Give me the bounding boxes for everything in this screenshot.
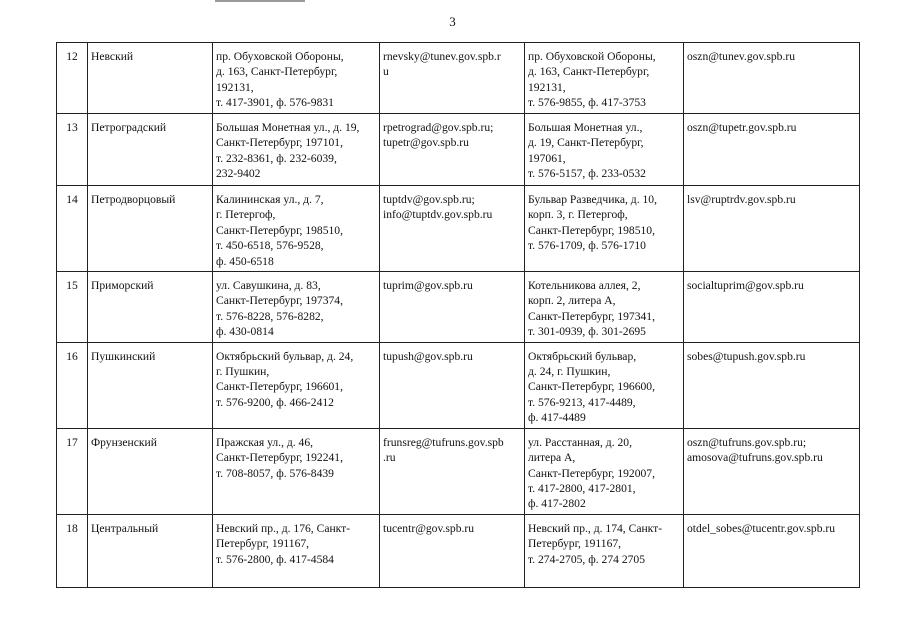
administration-email-cell: [380, 342, 525, 428]
district-name-cell: Центральный: [88, 514, 213, 587]
social-dept-address-line: т. 576-5157, ф. 233-0532: [528, 167, 646, 181]
social-dept-address-line: корп. 2, литера А,: [528, 294, 616, 308]
table-row: [57, 114, 860, 186]
administration-email-line: tucentr@gov.spb.ru: [383, 521, 475, 535]
table-row: [57, 342, 860, 428]
administration-address-cell: [213, 272, 380, 343]
social-dept-email-line: sobes@tupush.gov.spb.ru: [687, 349, 806, 363]
administration-email-cell: [380, 514, 525, 587]
administration-address-cell: [213, 186, 380, 272]
row-number-cell: 15: [57, 272, 88, 343]
administration-address-line: г. Петергоф,: [216, 208, 276, 222]
social-dept-email-line: lsv@ruptrdv.gov.spb.ru: [687, 193, 796, 206]
social-dept-address-line: Октябрьский бульвар,: [528, 349, 637, 363]
row-number-cell: 12: [57, 43, 88, 114]
scan-smudge: [215, 0, 305, 2]
administration-address-line: ф. 450-6518: [216, 254, 274, 268]
administration-address-cell: [213, 428, 380, 514]
social-dept-address-line: ф. 417-2802: [528, 497, 586, 511]
administration-address-line: г. Пушкин,: [216, 365, 270, 379]
administration-address-line: Калининская ул., д. 7,: [216, 193, 324, 206]
administration-email-line: info@tuptdv.gov.spb.ru: [383, 208, 493, 222]
district-name-cell: Фрунзенский: [88, 428, 213, 514]
social-dept-email-line: oszn@tufruns.gov.spb.ru;: [687, 435, 807, 449]
administration-email-line: tuptdv@gov.spb.ru;: [383, 193, 475, 206]
administration-address-cell: [213, 342, 380, 428]
district-name-cell: Петродворцовый: [88, 186, 213, 272]
administration-address-line: ул. Савушкина, д. 83,: [216, 279, 321, 293]
administration-email-line: rpetrograd@gov.spb.ru;: [383, 121, 494, 134]
social-dept-email-cell: [684, 43, 860, 114]
social-dept-address-cell: [525, 428, 684, 514]
social-dept-address-line: Санкт-Петербург, 192007,: [528, 466, 655, 480]
social-dept-address-line: т. 417-2800, 417-2801,: [528, 481, 636, 495]
social-dept-address-cell: [525, 514, 684, 587]
table-row: [57, 43, 860, 114]
social-dept-address-line: Большая Монетная ул.,: [528, 121, 643, 134]
social-dept-address-line: корп. 3, г. Петергоф,: [528, 208, 628, 222]
district-directory-table: [56, 42, 860, 588]
administration-address-line: Октябрьский бульвар, д. 24,: [216, 349, 354, 363]
row-number-cell: 18: [57, 514, 88, 587]
social-dept-email-line: amosova@tufruns.gov.spb.ru: [687, 451, 823, 465]
table-row: [57, 272, 860, 343]
social-dept-email-line: otdel_sobes@tucentr.gov.spb.ru: [687, 521, 836, 535]
administration-address-line: т. 708-8057, ф. 576-8439: [216, 466, 334, 480]
social-dept-address-line: Бульвар Разведчика, д. 10,: [528, 193, 657, 206]
administration-address-cell: [213, 114, 380, 186]
social-dept-address-line: т. 301-0939, ф. 301-2695: [528, 325, 646, 339]
social-dept-email-cell: [684, 428, 860, 514]
social-dept-address-line: 192131,: [528, 80, 566, 94]
administration-address-line: 232-9402: [216, 167, 261, 181]
administration-address-line: Большая Монетная ул., д. 19,: [216, 121, 360, 134]
social-dept-email-cell: [684, 186, 860, 272]
social-dept-address-line: д. 163, Санкт-Петербург,: [528, 65, 650, 79]
social-dept-email-line: oszn@tunev.gov.spb.ru: [687, 50, 796, 63]
social-dept-address-line: литера А,: [528, 451, 576, 465]
row-number-cell: 13: [57, 114, 88, 186]
social-dept-address-cell: [525, 186, 684, 272]
administration-email-line: tupetr@gov.spb.ru: [383, 136, 469, 150]
administration-email-line: frunsreg@tufruns.gov.spb: [383, 435, 504, 449]
administration-address-line: д. 163, Санкт-Петербург,: [216, 65, 338, 79]
social-dept-address-line: ул. Расстанная, д. 20,: [528, 435, 632, 449]
administration-address-line: Санкт-Петербург, 192241,: [216, 451, 343, 465]
social-dept-address-cell: [525, 43, 684, 114]
social-dept-address-line: Петербург, 191167,: [528, 537, 622, 551]
district-name-cell: Пушкинский: [88, 342, 213, 428]
administration-address-line: Невский пр., д. 176, Санкт-: [216, 521, 351, 535]
administration-address-line: т. 450-6518, 576-9528,: [216, 239, 324, 253]
administration-address-line: т. 417-3901, ф. 576-9831: [216, 96, 334, 110]
administration-email-cell: [380, 186, 525, 272]
administration-email-line: .ru: [383, 451, 396, 465]
district-name-cell: Петроградский: [88, 114, 213, 186]
row-number-cell: 14: [57, 186, 88, 272]
social-dept-address-line: т. 576-9213, 417-4489,: [528, 395, 636, 409]
administration-address-line: ф. 430-0814: [216, 325, 274, 339]
administration-address-line: т. 232-8361, ф. 232-6039,: [216, 151, 337, 165]
row-number-cell: 16: [57, 342, 88, 428]
row-number-cell: 17: [57, 428, 88, 514]
social-dept-email-cell: [684, 514, 860, 587]
social-dept-address-line: 197061,: [528, 151, 566, 165]
administration-email-cell: [380, 114, 525, 186]
district-name-cell: Приморский: [88, 272, 213, 343]
social-dept-address-line: д. 19, Санкт-Петербург,: [528, 136, 644, 150]
administration-address-line: Санкт-Петербург, 197101,: [216, 136, 343, 150]
social-dept-address-line: Санкт-Петербург, 198510,: [528, 223, 655, 237]
social-dept-address-line: т. 576-1709, ф. 576-1710: [528, 239, 646, 253]
social-dept-address-line: ф. 417-4489: [528, 411, 586, 425]
social-dept-email-cell: [684, 114, 860, 186]
social-dept-address-cell: [525, 114, 684, 186]
administration-address-line: т. 576-8228, 576-8282,: [216, 309, 324, 323]
social-dept-email-cell: [684, 272, 860, 343]
table-row: [57, 428, 860, 514]
administration-address-line: 192131,: [216, 80, 254, 94]
administration-address-cell: [213, 514, 380, 587]
social-dept-address-cell: [525, 272, 684, 343]
social-dept-email-line: socialtuprim@gov.spb.ru: [687, 279, 804, 293]
social-dept-address-line: Невский пр., д. 174, Санкт-: [528, 521, 663, 535]
administration-address-line: т. 576-2800, ф. 417-4584: [216, 552, 334, 566]
administration-email-cell: [380, 43, 525, 114]
social-dept-email-line: oszn@tupetr.gov.spb.ru: [687, 121, 797, 134]
social-dept-email-cell: [684, 342, 860, 428]
administration-address-line: Пражская ул., д. 46,: [216, 435, 314, 449]
social-dept-address-line: Котельникова аллея, 2,: [528, 279, 641, 293]
social-dept-address-line: Санкт-Петербург, 196600,: [528, 380, 655, 394]
social-dept-address-line: пр. Обуховской Обороны,: [528, 50, 656, 63]
table-row: [57, 514, 860, 587]
administration-email-line: tuprim@gov.spb.ru: [383, 279, 473, 293]
administration-address-line: Петербург, 191167,: [216, 537, 310, 551]
administration-email-line: rnevsky@tunev.gov.spb.r: [383, 50, 501, 63]
administration-email-line: tupush@gov.spb.ru: [383, 349, 473, 363]
administration-email-cell: [380, 428, 525, 514]
administration-email-cell: [380, 272, 525, 343]
administration-address-line: т. 576-9200, ф. 466-2412: [216, 395, 334, 409]
administration-address-line: Санкт-Петербург, 196601,: [216, 380, 343, 394]
social-dept-address-line: т. 576-9855, ф. 417-3753: [528, 96, 646, 110]
page-number: 3: [449, 14, 456, 29]
social-dept-address-line: д. 24, г. Пушкин,: [528, 365, 611, 379]
administration-address-cell: [213, 43, 380, 114]
administration-email-line: u: [383, 65, 389, 79]
district-name-cell: Невский: [88, 43, 213, 114]
administration-address-line: Санкт-Петербург, 197374,: [216, 294, 343, 308]
social-dept-address-cell: [525, 342, 684, 428]
administration-address-line: пр. Обуховской Обороны,: [216, 50, 344, 63]
table-row: [57, 186, 860, 272]
social-dept-address-line: т. 274-2705, ф. 274 2705: [528, 552, 646, 566]
administration-address-line: Санкт-Петербург, 198510,: [216, 223, 343, 237]
social-dept-address-line: Санкт-Петербург, 197341,: [528, 309, 655, 323]
